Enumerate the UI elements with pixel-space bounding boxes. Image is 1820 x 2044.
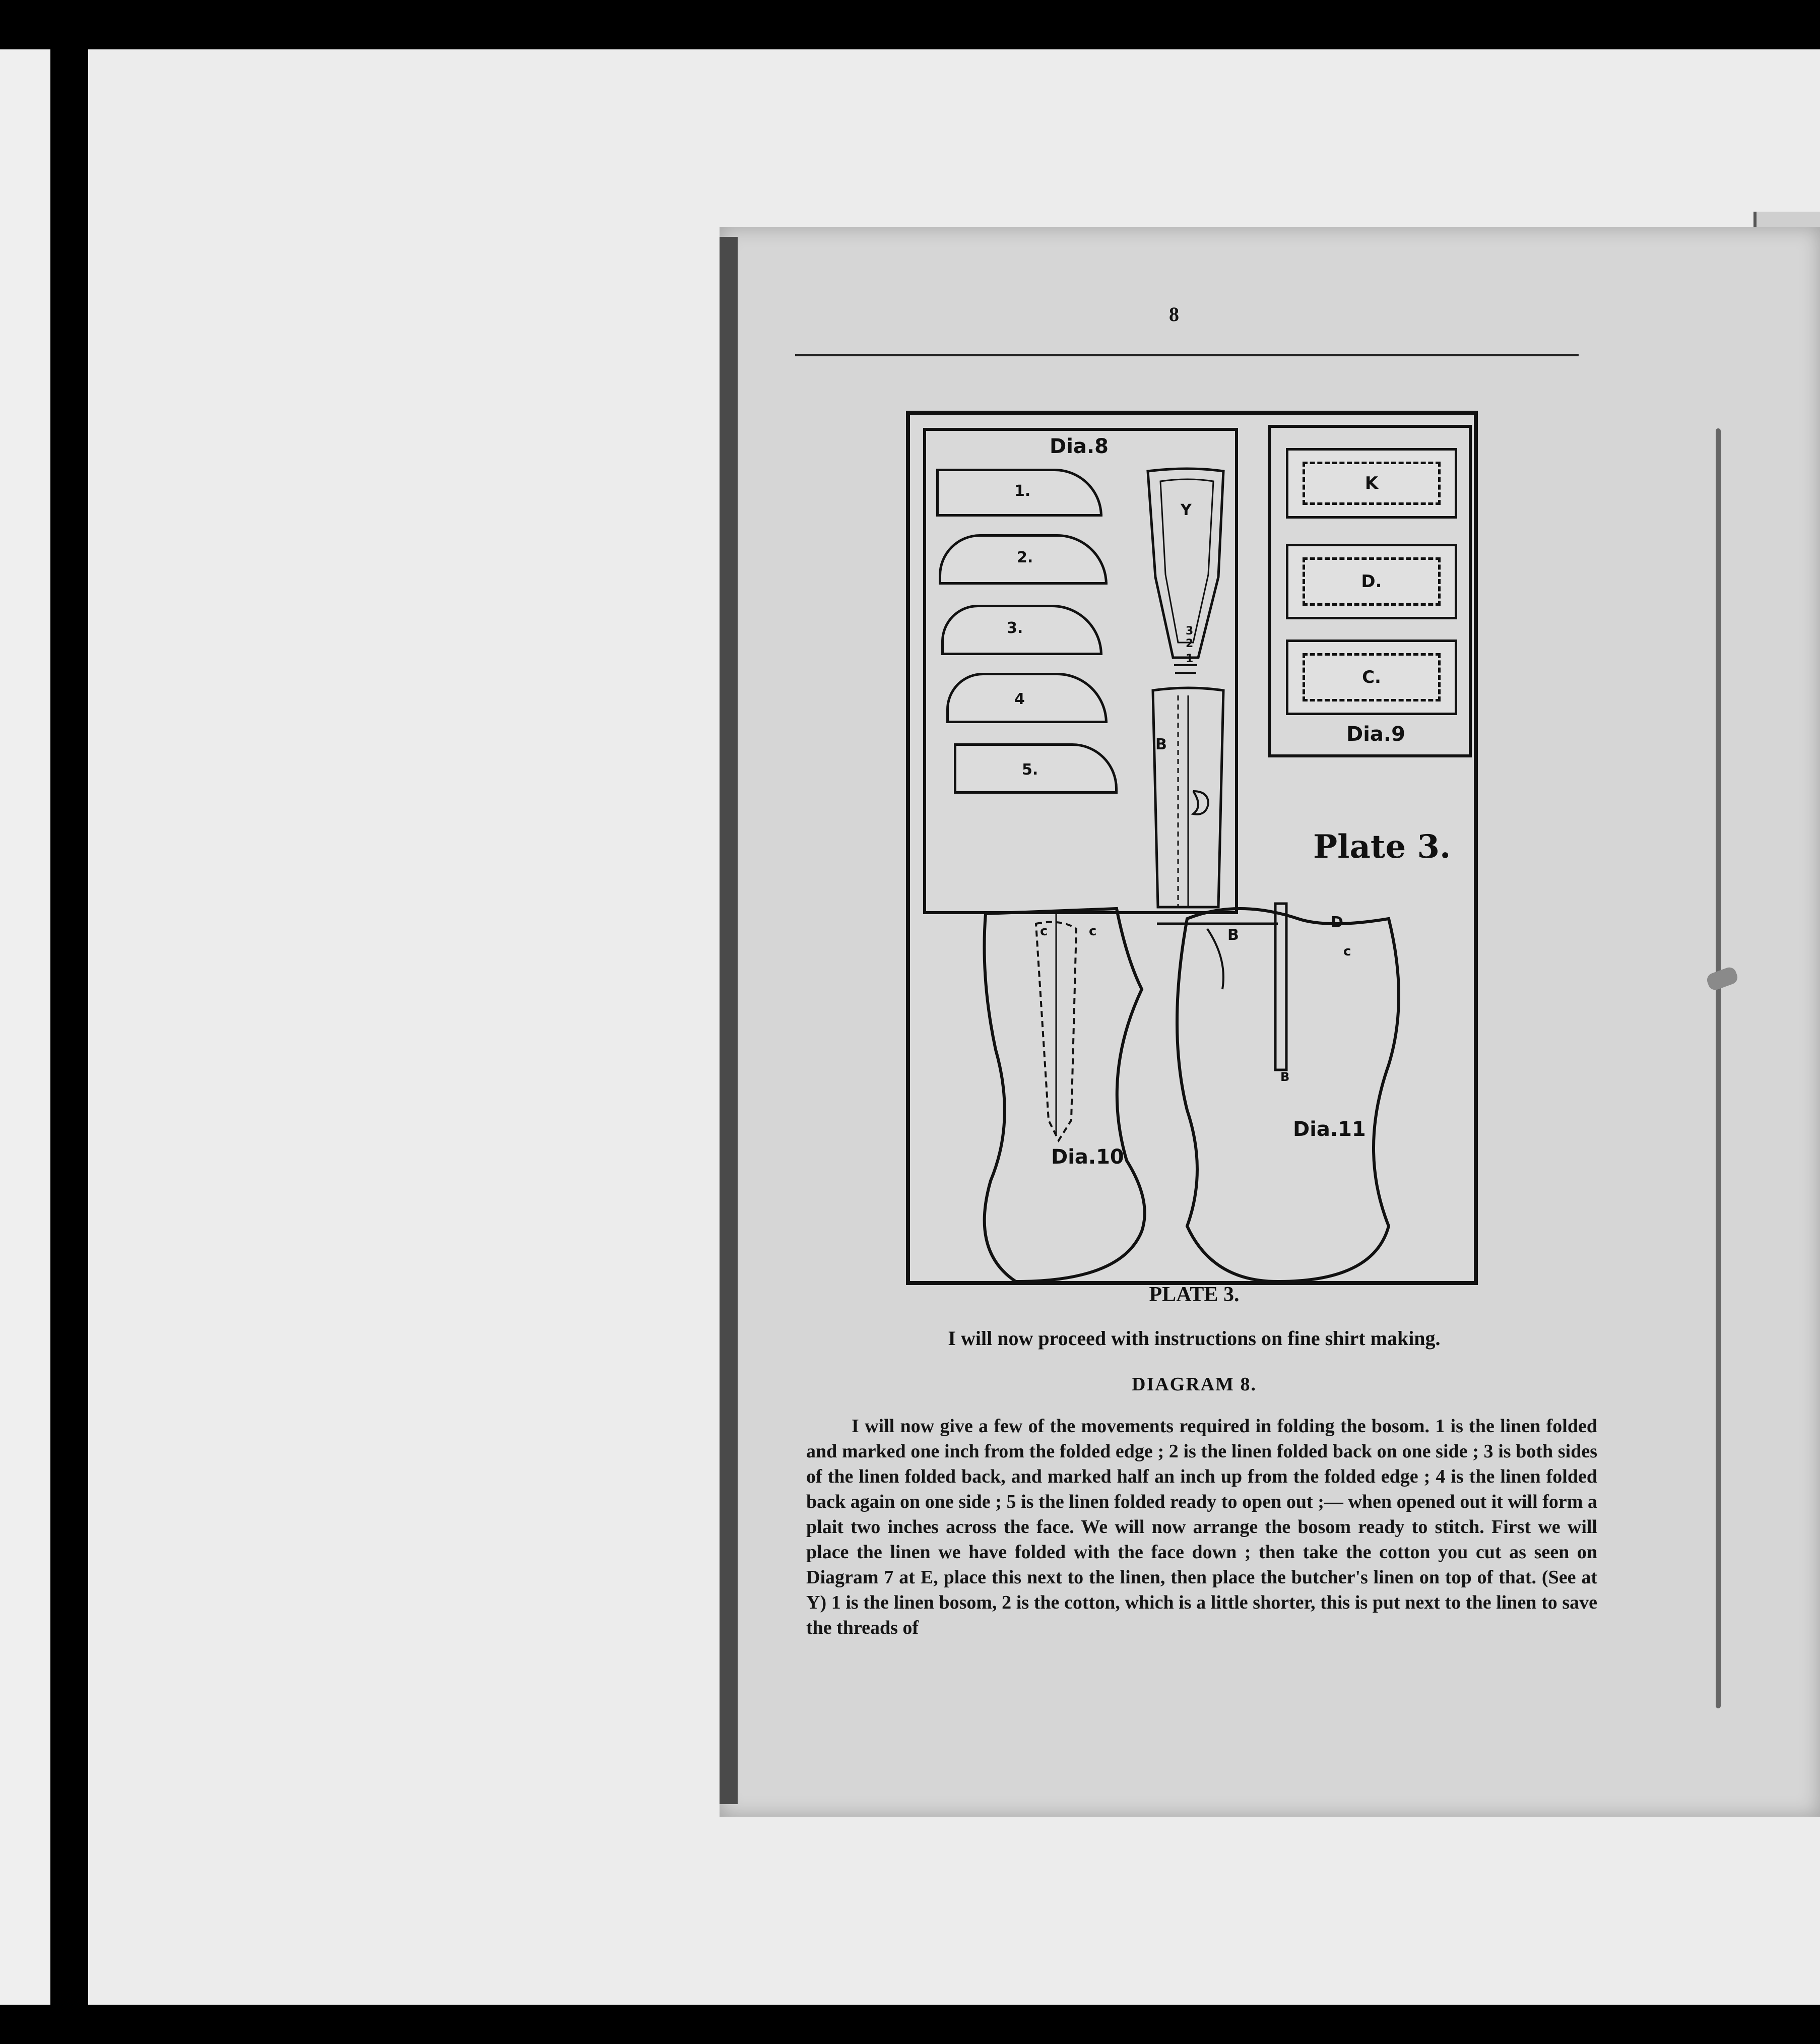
dia9-box (1268, 425, 1472, 757)
dia9-label: Dia.9 (1346, 723, 1405, 746)
fold-piece-2: 2. (939, 534, 1108, 585)
fold-piece-3: 3. (941, 605, 1102, 655)
bosom-label-3: 3 (1186, 625, 1194, 637)
bosom-label-y: Y (1181, 501, 1192, 519)
dia8-label: Dia.8 (1050, 435, 1109, 458)
page-number: 8 (1169, 303, 1179, 326)
book-spine (720, 237, 738, 1804)
dia11-mark-b: B (1227, 926, 1239, 944)
plate-3-illustration (906, 411, 1478, 1285)
bosom-label-2: 2 (1186, 637, 1194, 650)
dia10-mark-c1: c (1040, 924, 1048, 939)
header-rule (795, 354, 1579, 356)
cuff-k: K (1286, 448, 1457, 519)
bosom-layers-drawing (1138, 466, 1233, 683)
binding-string (1716, 428, 1721, 1708)
dia8-box (923, 428, 1238, 914)
plate-heading: PLATE 3. (1149, 1283, 1240, 1306)
cuff-d: D. (1286, 544, 1457, 619)
fold-piece-1: 1. (936, 469, 1102, 517)
dia11-mark-d: D (1331, 914, 1343, 931)
dia11-label: Dia.11 (1293, 1118, 1366, 1141)
previous-page-edge (0, 49, 50, 2005)
dia11-mark-b2: B (1280, 1070, 1290, 1084)
dia10-label: Dia.10 (1051, 1145, 1124, 1169)
dia10-mark-c2: c (1089, 924, 1097, 939)
intro-line: I will now proceed with instructions on fine shirt making. (948, 1327, 1441, 1350)
fold-piece-5: 5. (954, 743, 1118, 794)
bosom-stitched-drawing (1148, 685, 1228, 915)
cuff-c: C. (1286, 640, 1457, 715)
diagram-heading: DIAGRAM 8. (1132, 1374, 1257, 1395)
fold-piece-4: 4 (946, 673, 1108, 723)
bosom-label-b: B (1155, 736, 1167, 753)
body-paragraph: I will now give a few of the movements required in folding the bosom. 1 is the linen folded and marked one inch from the folded edge ; 2 is the linen folded back on one side ; 3 is both sides of the linen folded back, and marked half an inch up from the folded edge ; 4 is the linen folded back again on one side ; 5 is the linen folded ready to open out ;— when opened out it will form a plait two inches across the face. We will now arrange the bosom ready to stitch. First we will place the linen we have folded with the face down ; then take the cotton you cut as seen on Diagram 7 at E, place this next to the linen, then place the butcher's linen on top of that. (See at Y) 1 is the linen bosom, 2 is the cotton, which is a little shorter, this is put next to the linen to save the threads of (806, 1416, 1597, 1638)
dia11-mark-c: c (1343, 944, 1351, 959)
dia10-11-front-drawing (976, 899, 1439, 1292)
bosom-label-1: 1 (1186, 653, 1194, 665)
plate-title: Plate 3. (1313, 828, 1451, 866)
